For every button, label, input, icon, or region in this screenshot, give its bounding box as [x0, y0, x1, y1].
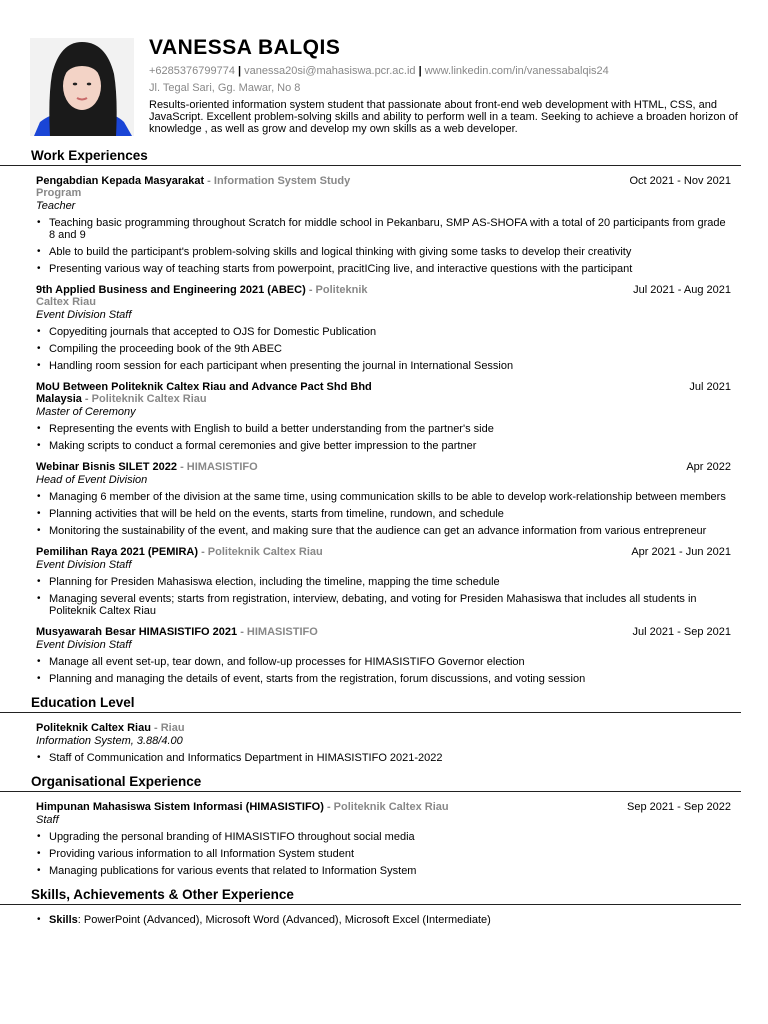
entry-org: MoU Between Politeknik Caltex Riau and Advance Pact Shd Bhd Malaysia [36, 381, 372, 405]
entry-sub: Politeknik Caltex Riau [333, 801, 449, 813]
list-item: • Managing publications for various events that related to Information System [49, 865, 731, 877]
entry-date: Jul 2021 [689, 381, 731, 393]
linkedin-link[interactable]: www.linkedin.com/in/vanessabalqis24 [424, 65, 609, 77]
list-item: • Presenting various way of teaching starts from powerpoint, pracitICing live, and interactive questions with the participant [49, 263, 731, 275]
entry-org: Pengabdian Kepada Masyarakat [36, 175, 205, 187]
list-item: • Planning for Presiden Mahasiswa election, including the timeline, mapping the time schedule [49, 576, 731, 588]
email-link[interactable]: vanessa20si@mahasiswa.pcr.ac.id [244, 65, 416, 77]
entry-sub: Riau [160, 722, 185, 734]
list-item: • Upgrading the personal branding of HIMASISTIFO throughout social media [49, 831, 731, 843]
resume-content [0, 148, 768, 931]
entry-role: Head of Event Division [36, 474, 148, 486]
entry-org: Musyawarah Besar HIMASISTIFO 2021 [36, 626, 238, 638]
section-heading: Work Experiences [0, 148, 741, 166]
education-section [0, 695, 768, 764]
list-item: • Representing the events with English to build a better understanding from the partner's side [49, 423, 731, 435]
entry-date: Apr 2021 - Jun 2021 [631, 546, 731, 558]
list-item: • Able to build the participant's problem-solving skills and logical thinking with giving some tasks to develop their creativity [49, 246, 731, 258]
entry-org: 9th Applied Business and Engineering 2021 (ABEC) [36, 284, 306, 296]
list-item: • Teaching basic programming throughout Scratch for middle school in Pekanbaru, SMP AS-SHOFA with a total of 20 participants from grade 8 and 9 [49, 217, 731, 241]
section-heading: Education Level [0, 695, 741, 713]
profile-photo-image [30, 38, 134, 136]
contact-separator: | [418, 65, 422, 77]
entry-role: Event Division Staff [36, 309, 132, 321]
organisational-entry: Himpunan Mahasiswa Sistem Informasi (HIMASISTIFO) - Politeknik Caltex Riau Sep 2021 - Sep 2022 Staff • Upgrading the personal branding of HIMASISTIFO throughout social media • Providing various information to all Information System student • Managing publications for various events that related to Information System [0, 801, 768, 877]
education-entry: Politeknik Caltex Riau - Riau Information System, 3.88/4.00 • Staff of Communication and Informatics Department in HIMASISTIFO 2021-2022 [0, 722, 768, 764]
work-entry: Musyawarah Besar HIMASISTIFO 2021 - HIMASISTIFO Jul 2021 - Sep 2021 Event Division Staff • Manage all event set-up, tear down, and follow-up processes for HIMASISTIFO Governor election • Planning and managing the details of event, starts from the registration, forum discussions, and voting session [0, 626, 768, 685]
entry-sub: HIMASISTIFO [246, 626, 318, 638]
entry-date: Apr 2022 [686, 461, 731, 473]
work-entry: Pengabdian Kepada Masyarakat - Information System Study Program Oct 2021 - Nov 2021 Teacher • Teaching basic programming throughout Scratch for middle school in Pekanbaru, SMP AS-SHOFA with a total of 20 participants from grade 8 and 9 • Able to build the participant's problem-solving skills and logical thinking with giving some tasks to develop their creativity • Presenting various way of teaching starts from powerpoint, pracitICing live, and interactive questions with the participant [0, 175, 768, 275]
entry-role: Information System, 3.88/4.00 [36, 735, 183, 747]
entry-date: Sep 2021 - Sep 2022 [627, 801, 731, 813]
profile-photo [30, 38, 134, 136]
list-item: • Staff of Communication and Informatics Department in HIMASISTIFO 2021-2022 [49, 752, 731, 764]
skills-entry [0, 914, 768, 926]
entry-sub: Politeknik Caltex Riau [91, 393, 207, 405]
contact-line [149, 65, 609, 77]
work-entry: MoU Between Politeknik Caltex Riau and Advance Pact Shd Bhd Malaysia - Politeknik Caltex Riau Jul 2021 Master of Ceremony • Representing the events with English to build a better understanding from the partner's side • Making scripts to conduct a formal ceremonies and give better impression to the partner [0, 381, 768, 452]
skills-label: Skills [49, 914, 78, 926]
entry-org: Politeknik Caltex Riau [36, 722, 151, 734]
section-heading: Organisational Experience [0, 774, 741, 792]
entry-role: Event Division Staff [36, 559, 132, 571]
entry-date: Oct 2021 - Nov 2021 [629, 175, 731, 187]
contact-separator: | [238, 65, 242, 77]
entry-sub: Politeknik Caltex Riau [207, 546, 323, 558]
entry-date: Jul 2021 - Aug 2021 [633, 284, 731, 296]
work-section [0, 148, 768, 685]
work-entry: Webinar Bisnis SILET 2022 - HIMASISTIFO Apr 2022 Head of Event Division • Managing 6 member of the division at the same time, using communication skills to be able to develop work-relationship between members • Planning activities that will be held on the events, starts from timeline, rundown, and schedule • Monitoring the sustainability of the event, and making sure that the audience can get an advance information from various entrepreneur [0, 461, 768, 537]
work-entry: Pemilihan Raya 2021 (PEMIRA) - Politeknik Caltex Riau Apr 2021 - Jun 2021 Event Division Staff • Planning for Presiden Mahasiswa election, including the timeline, mapping the time schedule • Managing several events; starts from registration, interview, debating, and voting for Presiden Mahasiswa that includes all students in Politeknik Caltex Riau [0, 546, 768, 617]
list-item: • Compiling the proceeding book of the 9th ABEC [49, 343, 731, 355]
list-item: • Planning activities that will be held on the events, starts from timeline, rundown, and schedule [49, 508, 731, 520]
list-item: • Monitoring the sustainability of the event, and making sure that the audience can get an advance information from various entrepreneur [49, 525, 731, 537]
list-item: • Manage all event set-up, tear down, and follow-up processes for HIMASISTIFO Governor election [49, 656, 731, 668]
skills-text: : PowerPoint (Advanced), Microsoft Word (Advanced), Microsoft Excel (Intermediate) [77, 914, 491, 926]
entry-role: Staff [36, 814, 59, 826]
address: Jl. Tegal Sari, Gg. Mawar, No 8 [149, 82, 301, 94]
entry-sub: Politeknik Caltex Riau [36, 284, 368, 308]
entry-date: Jul 2021 - Sep 2021 [632, 626, 731, 638]
entry-org: Himpunan Mahasiswa Sistem Informasi (HIMASISTIFO) [36, 801, 324, 813]
entry-sub: HIMASISTIFO [186, 461, 258, 473]
work-entry: 9th Applied Business and Engineering 2021 (ABEC) - Politeknik Caltex Riau Jul 2021 - Aug 2021 Event Division Staff • Copyediting journals that accepted to OJS for Domestic Publication • Compiling the proceeding book of the 9th ABEC • Handling room session for each participant when presenting the journal in International Session [0, 284, 768, 372]
list-item: • Providing various information to all Information System student [49, 848, 731, 860]
entry-org: Webinar Bisnis SILET 2022 [36, 461, 178, 473]
skills-section [0, 887, 768, 926]
list-item: • Managing several events; starts from registration, interview, debating, and voting for Presiden Mahasiswa that includes all students in Politeknik Caltex Riau [49, 593, 731, 617]
summary: Results-oriented information system student that passionate about front-end web development with HTML, CSS, and JavaScript. Excellent problem-solving skills and ability to perform well in a team. Seeking to achieve a broaden horizon of knowledge , as well as grow and develop my own skills as a web developer. [149, 99, 738, 135]
entry-org: Pemilihan Raya 2021 (PEMIRA) [36, 546, 199, 558]
candidate-name: VANESSA BALQIS [149, 36, 341, 59]
phone-number: +6285376799774 [149, 65, 235, 77]
list-item: • Copyediting journals that accepted to OJS for Domestic Publication [49, 326, 731, 338]
entry-role: Teacher [36, 200, 76, 212]
list-item [49, 914, 731, 926]
list-item: • Making scripts to conduct a formal ceremonies and give better impression to the partner [49, 440, 731, 452]
entry-role: Master of Ceremony [36, 406, 136, 418]
list-item: • Planning and managing the details of event, starts from the registration, forum discussions, and voting session [49, 673, 731, 685]
entry-role: Event Division Staff [36, 639, 132, 651]
entry-sub: Information System Study Program [36, 175, 351, 199]
list-item: • Managing 6 member of the division at the same time, using communication skills to be able to develop work-relationship between members [49, 491, 731, 503]
section-heading: Skills, Achievements & Other Experience [0, 887, 741, 905]
organisational-section [0, 774, 768, 877]
list-item: • Handling room session for each participant when presenting the journal in International Session [49, 360, 731, 372]
